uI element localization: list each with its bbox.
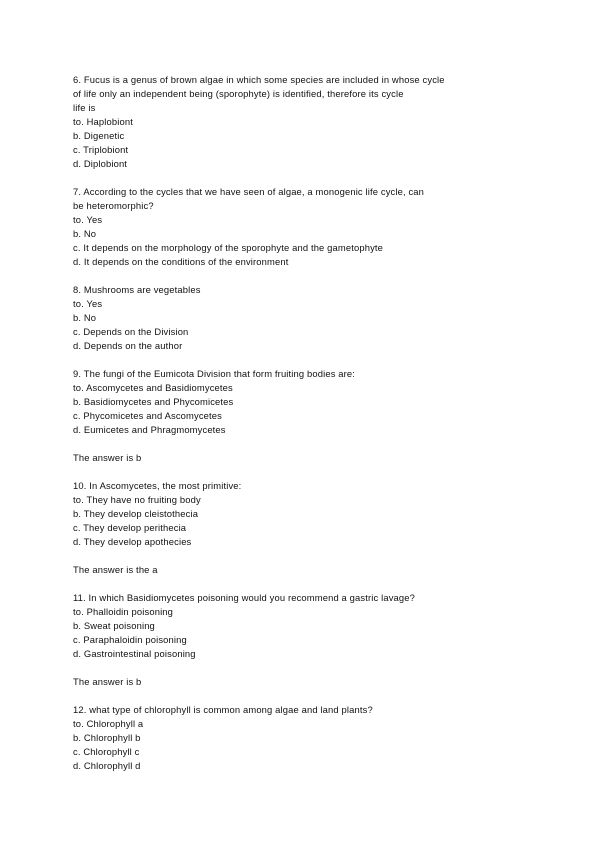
option-c: c. Triplobiont — [73, 144, 129, 155]
question-stem-line: 7. According to the cycles that we have seen of algae, a monogenic life cycle, can — [73, 186, 425, 197]
option-c: c. Chlorophyll c — [73, 746, 140, 757]
question-7 — [73, 185, 543, 269]
option-d: d. Chlorophyll d — [73, 760, 141, 771]
question-8 — [73, 283, 543, 353]
answer-line: The answer is b — [73, 676, 142, 687]
option-c: c. Phycomicetes and Ascomycetes — [73, 410, 222, 421]
question-stem-line: be heteromorphic? — [73, 200, 154, 211]
question-stem-line: 9. The fungi of the Eumicota Division that form fruiting bodies are: — [73, 368, 356, 379]
option-b: b. No — [73, 228, 97, 239]
question-9 — [73, 367, 543, 465]
option-b: b. Sweat poisoning — [73, 620, 155, 631]
option-b: b. They develop cleistothecia — [73, 508, 199, 519]
question-stem-line: 10. In Ascomycetes, the most primitive: — [73, 480, 242, 491]
option-a: to. Haplobiont — [73, 116, 133, 127]
question-11 — [73, 591, 543, 689]
answer-line: The answer is the a — [73, 564, 158, 575]
spacer — [73, 577, 543, 591]
spacer — [73, 353, 543, 367]
question-12 — [73, 703, 543, 773]
option-c: c. They develop perithecia — [73, 522, 187, 533]
spacer — [73, 465, 543, 479]
question-stem-line: life is — [73, 102, 96, 113]
question-stem-line: 11. In which Basidiomycetes poisoning would you recommend a gastric lavage? — [73, 592, 415, 603]
option-d: d. Eumicetes and Phragmomycetes — [73, 424, 226, 435]
option-c: c. Depends on the Division — [73, 326, 189, 337]
question-stem-line: 6. Fucus is a genus of brown algae in which some species are included in whose cycle — [73, 74, 445, 85]
spacer — [73, 437, 543, 451]
spacer — [73, 269, 543, 283]
answer-line: The answer is b — [73, 452, 142, 463]
spacer — [73, 171, 543, 185]
question-6 — [73, 73, 543, 171]
option-d: d. Diplobiont — [73, 158, 128, 169]
question-stem-line: of life only an independent being (sporophyte) is identified, therefore its cycle — [73, 88, 404, 99]
option-a: to. Yes — [73, 298, 103, 309]
option-b: b. No — [73, 312, 97, 323]
option-c: c. It depends on the morphology of the sporophyte and the gametophyte — [73, 242, 384, 253]
option-d: d. It depends on the conditions of the environment — [73, 256, 289, 267]
spacer — [73, 661, 543, 675]
spacer — [73, 689, 543, 703]
option-b: b. Basidiomycetes and Phycomicetes — [73, 396, 234, 407]
option-a: to. Ascomycetes and Basidiomycetes — [73, 382, 233, 393]
question-stem-line: 8. Mushrooms are vegetables — [73, 284, 201, 295]
option-b: b. Digenetic — [73, 130, 125, 141]
quiz-content — [73, 73, 543, 773]
spacer — [73, 549, 543, 563]
option-a: to. Chlorophyll a — [73, 718, 144, 729]
question-stem-line: 12. what type of chlorophyll is common among algae and land plants? — [73, 704, 373, 715]
question-10 — [73, 479, 543, 577]
option-b: b. Chlorophyll b — [73, 732, 141, 743]
option-c: c. Paraphaloidin poisoning — [73, 634, 187, 645]
option-d: d. Depends on the author — [73, 340, 183, 351]
option-d: d. They develop apothecies — [73, 536, 192, 547]
option-d: d. Gastrointestinal poisoning — [73, 648, 196, 659]
option-a: to. They have no fruiting body — [73, 494, 201, 505]
option-a: to. Yes — [73, 214, 103, 225]
option-a: to. Phalloidin poisoning — [73, 606, 174, 617]
